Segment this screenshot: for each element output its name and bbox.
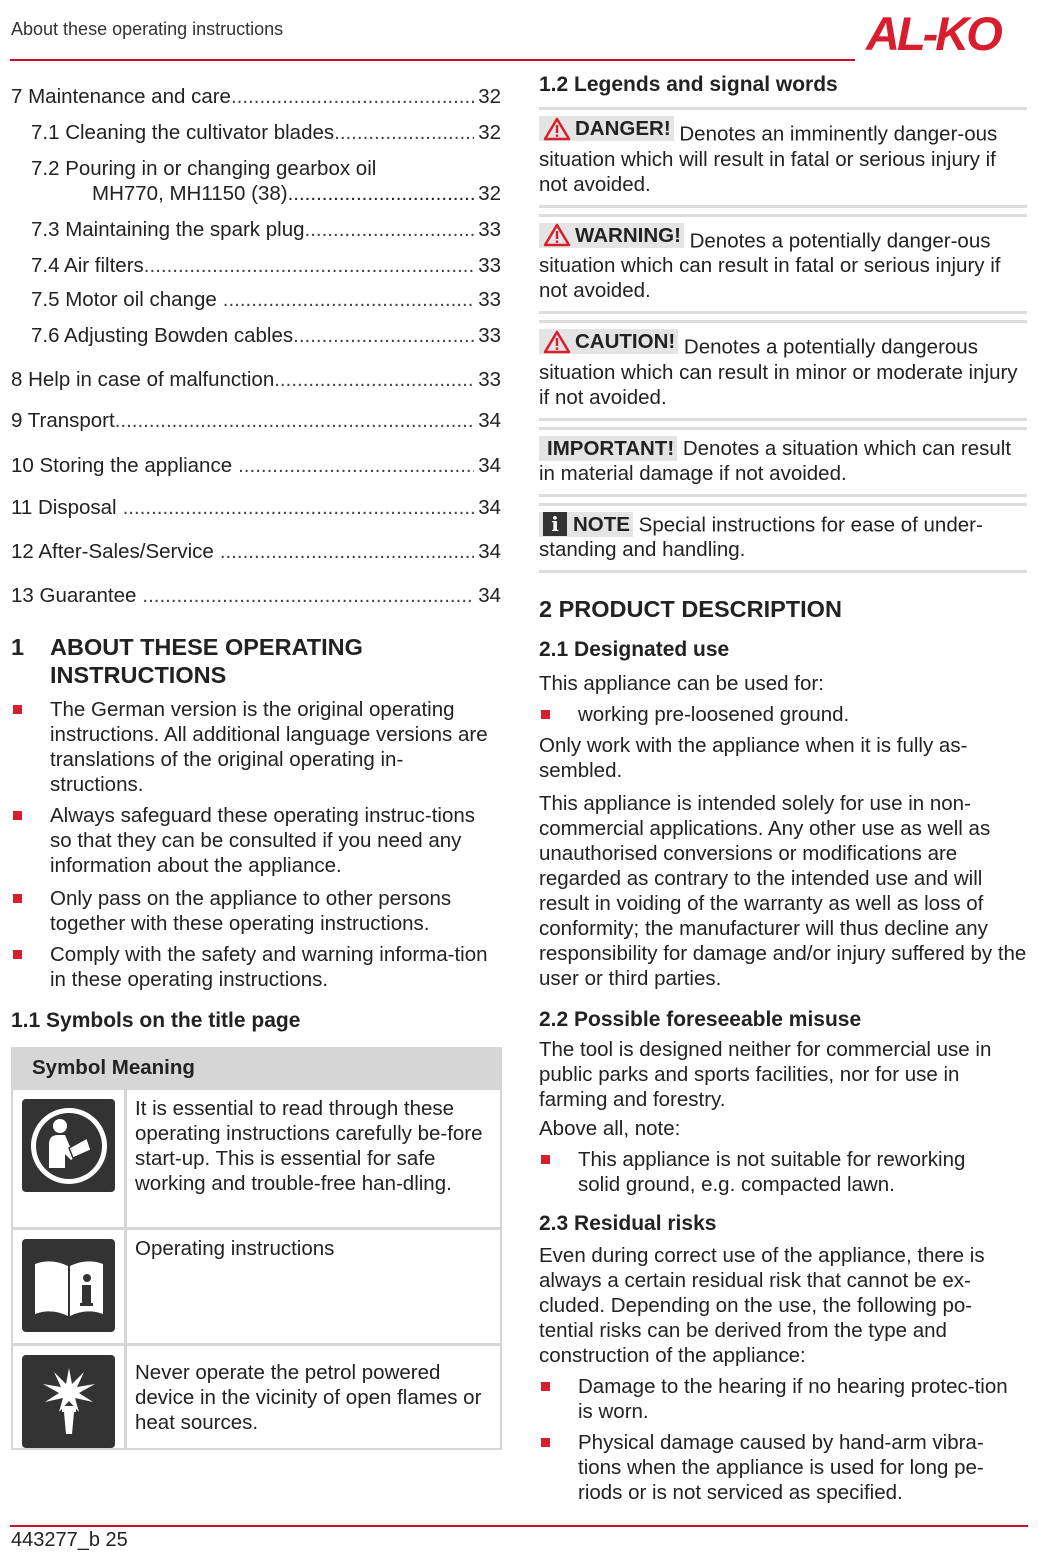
- toc-leader: [274, 367, 474, 392]
- table-row: [13, 1087, 500, 1227]
- alko-logo: AL-KO: [866, 7, 1000, 60]
- note-signal-box: [539, 503, 1027, 574]
- signal-badge: [539, 329, 678, 354]
- signal-description: Denotes a situation which can result in material damage if not avoided.: [539, 436, 1012, 485]
- toc-leader: [144, 253, 474, 278]
- right-column: [539, 72, 1029, 1505]
- symbol-cell: [13, 1090, 127, 1227]
- toc-entry-title: 7.4 Air filters: [31, 254, 144, 277]
- toc-leader: [305, 217, 475, 242]
- symbol-table: [11, 1047, 502, 1450]
- symbol-cell: [13, 1230, 127, 1343]
- list-item: The German version is the original operating instructions. All additional language versions are translations of the original operating in-structions.: [11, 697, 491, 797]
- signal-badge: [539, 223, 684, 248]
- signal-word: WARNING!: [575, 223, 681, 247]
- warning-signal-box: [539, 214, 1027, 315]
- list-item: Damage to the hearing if no hearing protec-tion is worn.: [539, 1374, 1019, 1424]
- toc-leader: [117, 495, 475, 520]
- bullet-list: [539, 702, 1029, 727]
- danger-signal-box: [539, 107, 1027, 208]
- toc-entry-page: 33: [478, 368, 501, 391]
- toc-entry[interactable]: [11, 156, 501, 206]
- toc-entry-title: 8 Help in case of malfunction: [11, 368, 275, 391]
- signal-description: Special instructions for ease of under-standing and handling.: [539, 513, 983, 561]
- toc-entry-page: 33: [478, 254, 501, 277]
- header-rule: [10, 59, 855, 61]
- section-number: 1: [11, 634, 25, 660]
- toc-entry-page: 32: [478, 85, 501, 108]
- toc-entry-page: 33: [478, 288, 501, 311]
- page-footer: 443277_b 25: [11, 1529, 128, 1551]
- warning-triangle-icon: [543, 223, 571, 247]
- toc-entry[interactable]: [11, 84, 501, 109]
- section-2-1-heading: 2.1 Designated use: [539, 638, 730, 661]
- symbol-table-header: Symbol Meaning: [13, 1049, 500, 1087]
- signal-description: Denotes a potentially dangerous situation which can result in minor or moderate injury if not avoided.: [539, 335, 1018, 409]
- toc-entry[interactable]: [11, 287, 501, 312]
- signal-badge: [539, 116, 674, 141]
- toc-leader: [136, 583, 474, 608]
- toc-leader: [232, 453, 474, 478]
- toc-entry-title: 7.3 Maintaining the spark plug: [31, 218, 305, 241]
- toc-entry[interactable]: [11, 323, 501, 348]
- toc-entry-title: 9 Transport: [11, 409, 115, 432]
- toc-leader: [293, 323, 474, 348]
- symbol-meaning: Never operate the petrol powered device in the vicinity of open flames or heat sources.: [135, 1361, 482, 1434]
- toc-entry-title: 11 Disposal: [11, 496, 117, 519]
- paragraph: This appliance is intended solely for use in non-commercial applications. Any other use as well as unauthorised conversions or modifications are regarded as contrary to the intended use and will result in voiding of the warranty as well as loss of conformity; the manufacturer will thus decline any responsibility for damage and/or injury suffered by the user or third parties.: [539, 792, 1027, 990]
- signal-description: Denotes an imminently danger-ous situation which will result in fatal or serious injury if not avoided.: [539, 122, 998, 196]
- list-item: Only pass on the appliance to other persons together with these operating instructions.: [11, 886, 491, 936]
- caution-signal-box: [539, 320, 1027, 421]
- warning-triangle-icon: [543, 330, 571, 354]
- signal-word: IMPORTANT!: [547, 436, 675, 460]
- operating-instructions-icon: [22, 1239, 115, 1332]
- info-icon: i: [543, 512, 567, 536]
- toc-leader: [288, 181, 475, 206]
- bullet-list: [539, 1374, 1019, 1505]
- toc-entry-title-cont: MH770, MH1150 (38): [92, 182, 288, 205]
- list-item: This appliance is not suitable for reworking solid ground, e.g. compacted lawn.: [539, 1147, 1009, 1197]
- toc-entry-page: 33: [478, 218, 501, 241]
- section-1-bullets: [11, 697, 491, 992]
- footer-rule: [10, 1525, 1028, 1527]
- toc-entry-title: 10 Storing the appliance: [11, 454, 233, 477]
- toc-leader: [334, 120, 474, 145]
- section-1-2-heading: 1.2 Legends and signal words: [539, 73, 838, 96]
- section-2-heading: 2 PRODUCT DESCRIPTION: [539, 596, 842, 622]
- list-item: Always safeguard these operating instruc-tions so that they can be consulted if you need any information about the appliance.: [11, 803, 491, 878]
- toc-entry[interactable]: [11, 539, 501, 564]
- signal-badge: [539, 512, 633, 537]
- paragraph: This appliance can be used for:: [539, 672, 824, 695]
- toc-leader: [214, 539, 474, 564]
- symbol-meaning: Operating instructions: [135, 1237, 335, 1260]
- toc-entry[interactable]: [11, 253, 501, 278]
- toc-entry-page: 34: [478, 454, 501, 477]
- toc-entry-title: 7.1 Cleaning the cultivator blades: [31, 121, 335, 144]
- toc-entry[interactable]: [11, 120, 501, 145]
- signal-description: Denotes a potentially danger-ous situation which can result in fatal or serious injury if not avoided.: [539, 229, 1001, 302]
- section-1-1-heading: 1.1 Symbols on the title page: [11, 1009, 301, 1032]
- signal-word: CAUTION!: [575, 330, 676, 353]
- list-item: working pre-loosened ground.: [539, 702, 1029, 727]
- section-title-line2: INSTRUCTIONS: [50, 662, 227, 688]
- symbol-meaning: It is essential to read through these operating instructions carefully be-fore start-up. This is essential for safe working and trouble-free han-dling.: [135, 1097, 483, 1195]
- read-manual-icon: [22, 1099, 115, 1192]
- section-1-heading: [11, 633, 501, 689]
- table-of-contents: [11, 84, 501, 608]
- toc-leader: [217, 287, 474, 312]
- toc-entry-page: 34: [478, 496, 501, 519]
- toc-entry-title: 7 Maintenance and care: [11, 85, 231, 108]
- list-item: Physical damage caused by hand-arm vibra-tions when the appliance is used for long pe-riods or is not serviced as specified.: [539, 1430, 1019, 1505]
- toc-leader: [115, 408, 474, 433]
- signal-word: DANGER!: [575, 117, 671, 140]
- symbol-cell: [13, 1346, 127, 1448]
- signal-word: NOTE: [573, 512, 630, 536]
- toc-leader: [231, 84, 474, 109]
- toc-entry-title: 7.6 Adjusting Bowden cables: [31, 324, 294, 347]
- toc-entry[interactable]: [11, 408, 501, 433]
- paragraph: The tool is designed neither for commercial use in public parks and sports facilities, nor for use in farming and forestry.: [539, 1038, 992, 1111]
- paragraph: Even during correct use of the appliance, there is always a certain residual risk that cannot be ex-cluded. Depending on the use, the following po-tential risks can be derived from the type and construction of the appliance:: [539, 1244, 985, 1367]
- signal-badge: [539, 436, 677, 461]
- toc-entry-page: 33: [478, 324, 501, 347]
- toc-entry-title: 12 After-Sales/Service: [11, 540, 214, 563]
- toc-entry[interactable]: [11, 217, 501, 242]
- list-item: Comply with the safety and warning informa-tion in these operating instructions.: [11, 942, 491, 992]
- section-2-3-heading: 2.3 Residual risks: [539, 1212, 717, 1235]
- section-2-2-heading: 2.2 Possible foreseeable misuse: [539, 1008, 862, 1031]
- page-header-title: About these operating instructions: [11, 19, 284, 39]
- table-row: [13, 1343, 500, 1448]
- paragraph: Above all, note:: [539, 1117, 681, 1140]
- toc-entry-page: 34: [478, 409, 501, 432]
- toc-entry-title: 7.5 Motor oil change: [31, 288, 217, 311]
- toc-entry-title: 13 Guarantee: [11, 584, 137, 607]
- section-title-line1: ABOUT THESE OPERATING: [50, 634, 363, 660]
- toc-entry[interactable]: [11, 495, 501, 520]
- toc-entry[interactable]: [11, 367, 501, 392]
- left-column: [11, 80, 501, 1450]
- bullet-list: [539, 1147, 1009, 1197]
- important-signal-box: [539, 427, 1027, 497]
- toc-entry[interactable]: [11, 453, 501, 478]
- table-row: [13, 1227, 500, 1343]
- toc-entry-page: 32: [478, 121, 501, 144]
- warning-triangle-icon: [543, 117, 571, 141]
- no-open-flame-icon: [22, 1355, 115, 1448]
- toc-entry-page: 32: [478, 182, 501, 205]
- toc-entry-page: 34: [478, 584, 501, 607]
- toc-entry-title: 7.2 Pouring in or changing gearbox oil: [31, 157, 377, 180]
- toc-entry-page: 34: [478, 540, 501, 563]
- toc-entry[interactable]: [11, 583, 501, 608]
- paragraph: Only work with the appliance when it is fully as-sembled.: [539, 734, 968, 782]
